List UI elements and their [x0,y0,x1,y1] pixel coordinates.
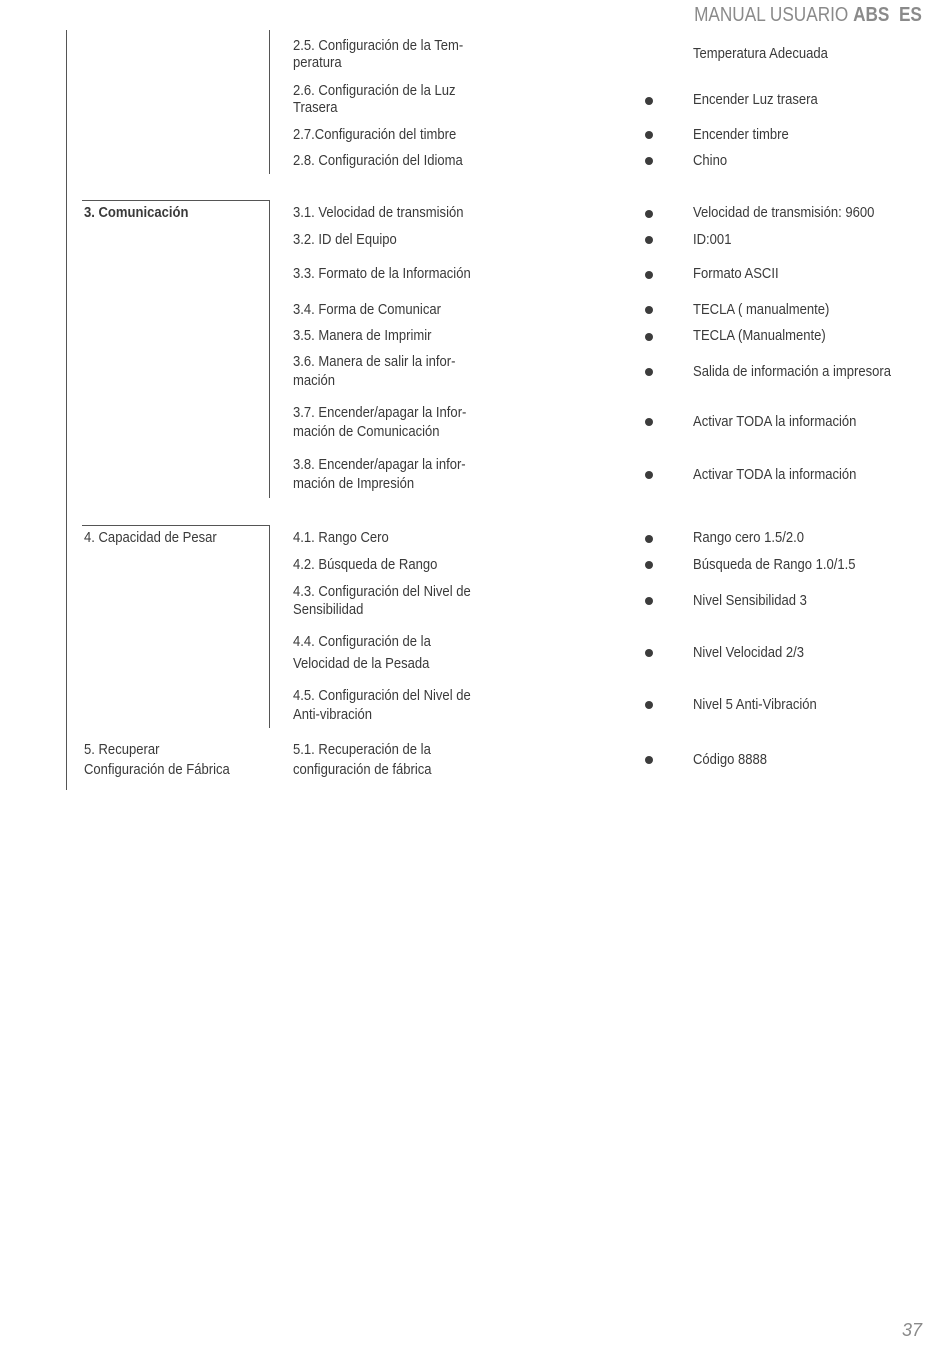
bullet-2-6 [645,97,653,105]
setting-3-1-label: 3.1. Velocidad de transmisión [293,205,464,221]
setting-2-6-label-line2: Trasera [293,100,338,116]
section-4-rule [269,525,270,728]
setting-4-1-label: 4.1. Rango Cero [293,530,389,546]
bullet-4-5 [645,701,653,709]
setting-2-7-label: 2.7.Configuración del timbre [293,127,457,143]
bullet-2-8 [645,157,653,165]
bullet-3-5 [645,333,653,341]
section-4-top-rule [82,525,270,526]
bullet-4-2 [645,561,653,569]
setting-5-1-value: Código 8888 [693,752,768,768]
section-3-top-rule [82,200,270,201]
setting-3-4-label: 3.4. Forma de Comunicar [293,302,441,318]
setting-4-2-label: 4.2. Búsqueda de Rango [293,557,438,573]
section-3-rule [269,200,270,498]
section-5-title-line2: Configuración de Fábrica [84,762,230,778]
setting-4-5-label-line2: Anti-vibración [293,707,373,723]
setting-3-2-label: 3.2. ID del Equipo [293,232,397,248]
setting-5-1-label-line1: 5.1. Recuperación de la [293,742,431,758]
bullet-3-7 [645,418,653,426]
bullet-3-8 [645,471,653,479]
section-4-title: 4. Capacidad de Pesar [84,530,217,546]
running-header [694,4,922,27]
setting-3-2-value: ID:001 [693,232,732,248]
page-number: 37 [901,1320,922,1340]
setting-4-3-value: Nivel Sensibilidad 3 [693,593,807,609]
setting-4-3-label-line1: 4.3. Configuración del Nivel de [293,584,471,600]
setting-3-7-label-line2: mación de Comunicación [293,424,440,440]
setting-2-8-label: 2.8. Configuración del Idioma [293,153,463,169]
setting-4-3-label-line2: Sensibilidad [293,602,364,618]
setting-3-5-value: TECLA (Manualmente) [693,328,826,344]
setting-4-2-value: Búsqueda de Rango 1.0/1.5 [693,557,856,573]
outer-left-rule [66,30,67,790]
setting-2-6-value: Encender Luz trasera [693,92,818,108]
setting-2-8-value: Chino [693,153,728,169]
bullet-4-1 [645,535,653,543]
bullet-5-1 [645,756,653,764]
setting-2-5-value: Temperatura Adecuada [693,46,828,62]
setting-3-4-value: TECLA ( manualmente) [693,302,830,318]
setting-4-4-label-line1: 4.4. Configuración de la [293,634,431,650]
bullet-4-4 [645,649,653,657]
setting-4-4-label-line2: Velocidad de la Pesada [293,656,430,672]
setting-3-6-value: Salida de información a impresora [693,364,892,380]
setting-4-1-value: Rango cero 1.5/2.0 [693,530,805,546]
setting-3-5-label: 3.5. Manera de Imprimir [293,328,432,344]
bullet-3-4 [645,306,653,314]
setting-3-3-value: Formato ASCII [693,266,779,282]
setting-3-8-label-line2: mación de Impresión [293,476,415,492]
setting-2-5-label-line2: peratura [293,55,342,71]
setting-4-5-value: Nivel 5 Anti-Vibración [693,697,817,713]
bullet-2-7 [645,131,653,139]
setting-3-8-value: Activar TODA la información [693,467,857,483]
setting-3-7-value: Activar TODA la información [693,414,857,430]
bullet-3-3 [645,271,653,279]
bullet-3-1 [645,210,653,218]
setting-4-4-value: Nivel Velocidad 2/3 [693,645,804,661]
section-5-title-line1: 5. Recuperar [84,742,160,758]
setting-3-6-label-line2: mación [293,373,336,389]
bullet-3-2 [645,236,653,244]
setting-3-7-label-line1: 3.7. Encender/apagar la Infor- [293,405,467,421]
section-3-title: 3. Comunicación [84,205,189,221]
setting-2-6-label-line1: 2.6. Configuración de la Luz [293,83,456,99]
setting-3-3-label: 3.3. Formato de la Información [293,266,471,282]
setting-2-5-label-line1: 2.5. Configuración de la Tem- [293,38,464,54]
bullet-3-6 [645,368,653,376]
bullet-4-3 [645,597,653,605]
setting-3-1-value: Velocidad de transmisión: 9600 [693,205,875,221]
header-language: ES [899,4,922,26]
setting-3-6-label-line1: 3.6. Manera de salir la infor- [293,354,456,370]
header-prefix: MANUAL USUARIO [694,4,849,26]
setting-2-7-value: Encender timbre [693,127,789,143]
setting-3-8-label-line1: 3.8. Encender/apagar la infor- [293,457,466,473]
section-2-rule [269,30,270,174]
header-brand: ABS [853,4,890,26]
setting-4-5-label-line1: 4.5. Configuración del Nivel de [293,688,471,704]
setting-5-1-label-line2: configuración de fábrica [293,762,432,778]
